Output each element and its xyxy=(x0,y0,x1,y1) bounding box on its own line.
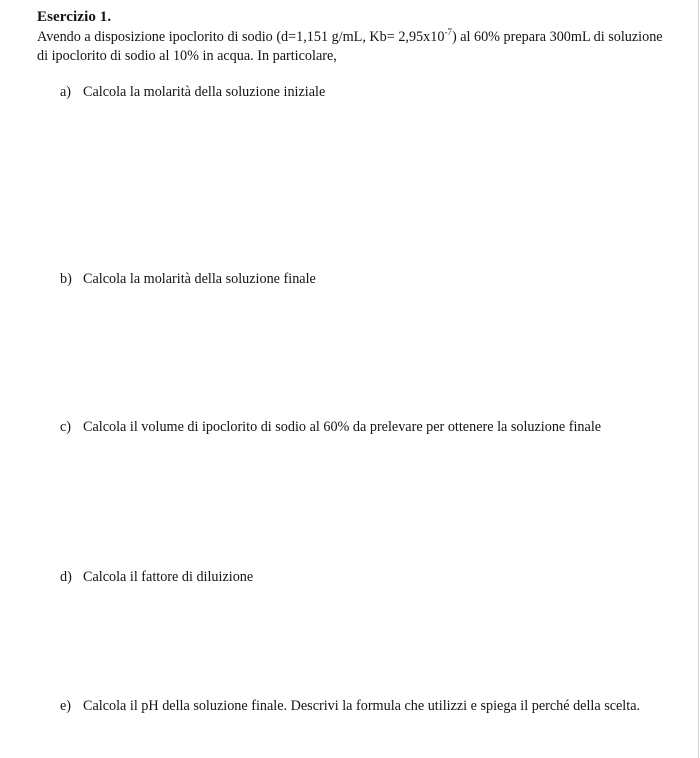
question-a xyxy=(60,84,325,101)
question-letter: e) xyxy=(60,698,72,714)
question-text: Calcola la molarità della soluzione iniziale xyxy=(83,84,326,100)
question-d xyxy=(60,569,253,586)
question-letter: b) xyxy=(60,271,72,287)
intro-line-1 xyxy=(37,28,677,47)
question-b xyxy=(60,271,316,288)
question-letter: c) xyxy=(60,419,72,435)
question-text: Calcola il fattore di diluizione xyxy=(83,569,254,585)
question-c xyxy=(60,419,601,436)
question-text: Calcola la molarità della soluzione finale xyxy=(83,271,316,287)
question-text: Calcola il volume di ipoclorito di sodio al 60% da prelevare per ottenere la soluzione finale xyxy=(83,419,602,435)
question-letter: a) xyxy=(60,84,72,100)
question-e xyxy=(60,698,640,715)
question-letter: d) xyxy=(60,569,72,585)
page-edge-divider xyxy=(698,0,699,758)
kb-exponent: -7 xyxy=(444,27,452,37)
exercise-title: Esercizio 1. xyxy=(37,9,112,25)
intro-line-2: di ipoclorito di sodio al 10% in acqua. In particolare, xyxy=(37,48,337,64)
question-text: Calcola il pH della soluzione finale. Descrivi la formula che utilizzi e spiega il perché della scelta. xyxy=(83,698,641,714)
exercise-intro xyxy=(37,28,677,66)
intro-text-part2: ) al 60% prepara 300mL di soluzione xyxy=(451,29,663,45)
intro-text-part1: Avendo a disposizione ipoclorito di sodio (d=1,151 g/mL, Kb= 2,95x10 xyxy=(37,29,445,45)
